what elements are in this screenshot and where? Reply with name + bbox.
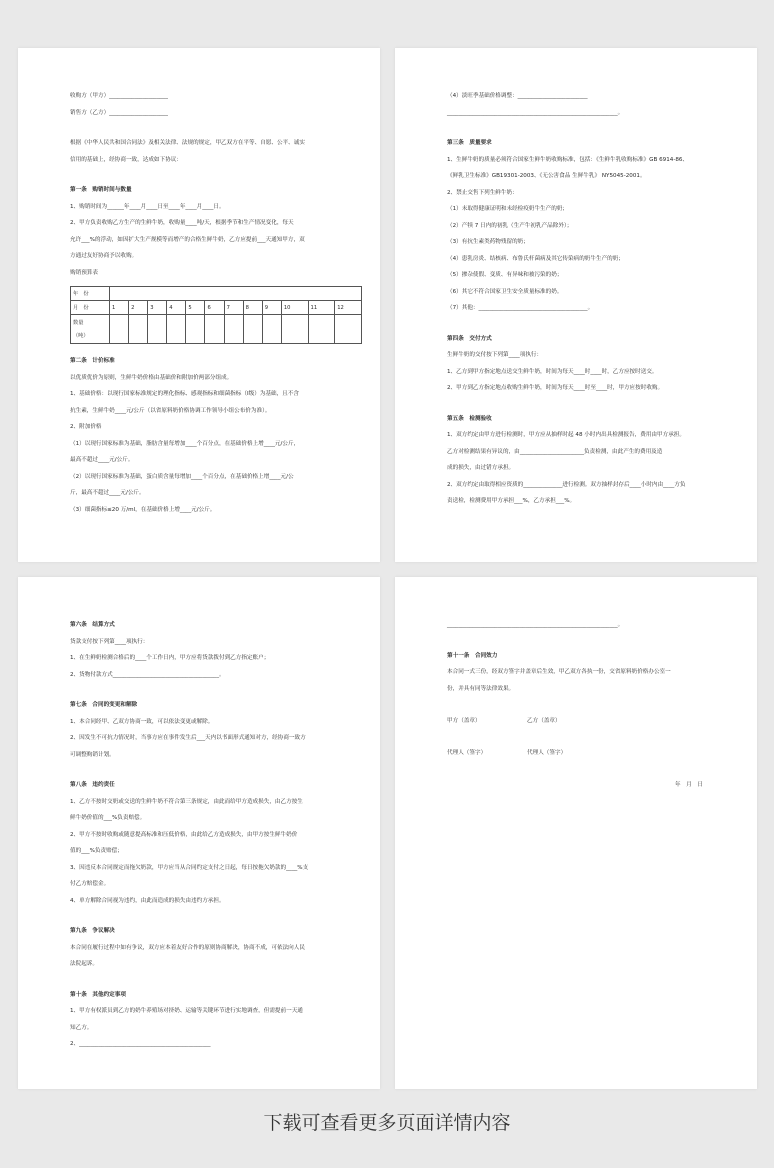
- section-8-para-4: 4、单方解除合同视为违约，由此而造成的损失由违约方承担。: [70, 897, 225, 904]
- blank-line: _____________________________________________________________。: [447, 622, 624, 628]
- purchase-budget-table: [70, 286, 362, 344]
- section-6-para-1: 1、在生鲜奶检测合格后的____个工作日内，甲方应将货款拨付到乙方指定账户；: [70, 655, 270, 661]
- section-11-para-1b: 份，并具有同等法律效果。: [447, 685, 515, 692]
- download-hint-text: 下载可查看更多页面详情内容: [263, 1112, 511, 1134]
- list-item: （7）其他：_______________________________________。: [447, 305, 594, 311]
- month-cell: 4: [167, 301, 186, 315]
- section-8-para-3b: 付乙方赔偿金。: [70, 881, 110, 887]
- section-10-para-1a: 1、甲方有权派员到乙方的奶牛养殖场对挤奶、运输等关键环节进行实地调查，但需提前一天通: [70, 1008, 303, 1014]
- section-11-para-1a: 本合同一式三份，经双方签字并盖章后生效，甲乙双方各执一份，交省原料奶价格办公室一: [447, 669, 671, 675]
- month-cell: 3: [148, 301, 167, 315]
- section-1-para-2b: 允许___%的浮动，如因扩大生产规模等而增产的合格生鲜牛奶，乙方应提前___天通知甲方，双: [70, 236, 305, 243]
- section-2-para-1b: 抗生素，生鲜牛奶____元/公斤（以省原料奶价格协调工作领导小组公布价为准）。: [70, 407, 271, 414]
- section-10-para-1b: 知乙方。: [70, 1024, 93, 1031]
- section-10-title: 第十条 其他约定事项: [70, 991, 126, 998]
- list-item: （6）其它不符合国家卫生安全质量标准的奶。: [447, 288, 563, 295]
- party-a-seal: 甲方（盖章）: [447, 718, 481, 724]
- party-b-seal: 乙方（盖章）: [527, 718, 561, 724]
- section-9-title: 第九条 争议解决: [70, 928, 115, 934]
- section-8-para-3a: 3、因违反本合同规定而拖欠奶款，甲方应当从合同约定支付之日起，每日按拖欠奶款的____%支: [70, 864, 309, 871]
- section-11-title: 第十一条 合同效力: [447, 652, 498, 659]
- section-2-para-2: 2、附加价格: [70, 424, 102, 430]
- section-10-para-2: 2、_______________________________________________: [70, 1041, 211, 1047]
- section-3-para-1a: 1、生鲜牛奶的质量必须符合国家生鲜牛奶收购标准，包括：《生鲜牛乳收购标准》GB 6914-86、: [447, 156, 689, 163]
- agent-b-signature: 代理人（签字）: [527, 750, 567, 756]
- contract-page-2: [395, 48, 757, 562]
- table-row: [71, 301, 362, 315]
- section-2-para-2-1b: 最高不超过____元/公斤。: [70, 457, 134, 463]
- section-6-para-2: 2、货物付款方式______________________________________。: [70, 671, 225, 678]
- section-5-para-1a: 1、双方约定由甲方进行检测时，甲方应从抽样时起 48 小时内出具检测报告，费用由甲方承担。: [447, 432, 685, 438]
- list-item: （2）产犊 7 日内的初乳（生产牛初乳产品除外）；: [447, 222, 573, 229]
- section-1-para-2a: 2、甲方负责收购乙方生产的生鲜牛奶，收购量____吨/天，根据季节和生产情况变化，每天: [70, 220, 294, 226]
- month-cell: 7: [224, 301, 243, 315]
- quantity-label: [71, 315, 110, 344]
- blank-line: _____________________________________________________________。: [447, 109, 624, 116]
- section-5-para-2b: 责送检，检测费用甲方承担___%，乙方承担___%。: [447, 498, 576, 504]
- month-cell: 11: [308, 301, 335, 315]
- month-cell: 9: [262, 301, 281, 315]
- quantity-label-a: 数量: [73, 320, 84, 326]
- contract-page-1: [18, 48, 380, 562]
- section-1-para-1: 1、购销时间为______年____月____日至____年____月____日。: [70, 203, 225, 210]
- section-5-title: 第五条 检测验收: [447, 415, 492, 422]
- table-row: [71, 287, 362, 301]
- list-item: （4）患乳房炎、结核病、布鲁氏杆菌病及其它传染病的奶牛生产的奶；: [447, 255, 624, 262]
- section-3-para-2: 2、禁止交售下列生鲜牛奶：: [447, 189, 518, 196]
- section-4-para-1: 1、乙方到甲方指定地点送交生鲜牛奶，时间为每天____时____时，乙方应按时送交。: [447, 368, 658, 375]
- section-8-para-2a: 2、甲方不按时收购或随意提高标准和压低价格，由此给乙方造成损失，由甲方按生鲜牛奶价: [70, 831, 298, 838]
- year-label: 年 份: [71, 287, 110, 301]
- section-7-para-2a: 2、因发生不可抗力情况时，当事方应在事件发生后___天内以书面形式通知对方，经协商一致方: [70, 735, 306, 741]
- section-2-title: 第二条 计价标准: [70, 358, 115, 364]
- section-9-para-1b: 法院起诉。: [70, 961, 98, 967]
- month-cell: 5: [186, 301, 205, 315]
- section-2-para-2-1a: （1）以现行国家标准为基础，脂肪含量每增加____个百分点，在基础价格上增____元/公斤，: [70, 440, 300, 447]
- sign-date: 年 月 日: [675, 782, 703, 788]
- section-7-title: 第七条 合同的变更和解除: [70, 702, 138, 708]
- agent-a-signature: 代理人（签字）: [447, 750, 487, 756]
- section-8-title: 第八条 违约责任: [70, 782, 115, 788]
- page-2-content: [447, 93, 709, 515]
- page-4-content: [447, 622, 709, 788]
- page-1-content: [70, 93, 344, 523]
- intro-line-2: 信用的基础上，经协商一致，达成如下协议：: [70, 156, 182, 163]
- section-9-para-1a: 本合同在履行过程中如有争议，双方应本着友好合作的原则协商解决，协商不成，可依法向人民: [70, 944, 305, 951]
- section-2-para-2-2b: 斤，最高不超过____元/公斤。: [70, 490, 145, 496]
- section-7-para-2b: 可调整购销计划。: [70, 751, 115, 758]
- agent-row: [447, 748, 709, 756]
- section-8-para-1b: 鲜牛奶价值的___%负责赔偿。: [70, 815, 146, 821]
- section-8-para-2b: 值的___%负责赔偿；: [70, 848, 123, 854]
- section-1-para-2c: 方通过友好协商予以收购。: [70, 253, 138, 259]
- section-3-title: 第三条 质量要求: [447, 140, 492, 146]
- quantity-label-b: （吨）: [73, 333, 89, 339]
- season-price-line: （4）淡旺季基础价格调整：_________________________: [447, 93, 588, 99]
- section-2-para-2-2a: （2）以现行国家标准为基础，蛋白质含量每增加____个百分点，在基础价格上增____元/公: [70, 473, 294, 480]
- month-label: 月 份: [71, 301, 110, 315]
- contract-page-3: [18, 577, 380, 1089]
- section-3-para-1b: 《鲜乳卫生标准》GB19301-2003、《无公害食品 生鲜牛乳》 NY5045-2001。: [447, 173, 646, 179]
- list-item: （1）未取得健康证明和未经检疫奶牛生产的奶；: [447, 206, 569, 212]
- month-cell: 8: [243, 301, 262, 315]
- intro-line-1: 根据《中华人民共和国合同法》及相关法律、法规的规定，甲乙双方在平等、自愿、公平、诚实: [70, 140, 305, 146]
- seller-line: 销售方（乙方）_____________________: [70, 109, 168, 116]
- section-5-para-2a: 2、双方约定由取得相应资质的______________进行检测。双方抽样封存后____小时内由____方负: [447, 481, 686, 488]
- month-cell: 1: [110, 301, 129, 315]
- section-6-para-0: 货款支付按下列第____项执行：: [70, 638, 149, 645]
- month-cell: 12: [335, 301, 362, 315]
- section-6-title: 第六条 结算方式: [70, 622, 115, 628]
- section-7-para-1: 1、本合同经甲、乙双方协商一致，可以依法变更或解除。: [70, 718, 214, 725]
- buyer-line: 收购方（甲方）_____________________: [70, 93, 168, 99]
- seal-row: [447, 716, 709, 724]
- section-2-para-0: 以优质优价为原则，生鲜牛奶价格由基础价和附加价两部分组成。: [70, 374, 233, 381]
- table-caption: 购销预算表: [70, 269, 98, 276]
- page-3-content: [70, 622, 332, 1058]
- list-item: （3）有抗生素类药物残留的奶；: [447, 239, 529, 245]
- contract-page-4: [395, 577, 757, 1089]
- list-item: （5）掺杂使假、变质、有异味和被污染的奶；: [447, 272, 563, 278]
- section-2-para-1a: 1、基础价格：以现行国家标准规定的理化指标、感观指标和细菌指标（Ⅰ级）为基础，且不含: [70, 391, 299, 397]
- section-4-para-0: 生鲜牛奶的交付按下列第____项执行：: [447, 352, 543, 358]
- section-5-para-1b: 乙方对检测结果有异议的，由_______________________负责检测，由此产生的费用及造: [447, 448, 663, 455]
- section-1-title: 第一条 购销时间与数量: [70, 187, 132, 193]
- section-5-para-1c: 成的损失，由过错方承担。: [447, 465, 515, 471]
- section-2-para-2-3: （3）细菌指标≤20 万/ml，在基础价格上增____元/公斤。: [70, 506, 216, 513]
- section-4-title: 第四条 交付方式: [447, 335, 492, 342]
- section-8-para-1a: 1、乙方不按时交奶或交送的生鲜牛奶不符合第三条规定，由此而给甲方造成损失，由乙方按生: [70, 798, 303, 805]
- section-4-para-2: 2、甲方到乙方指定地点收购生鲜牛奶，时间为每天____时至____时，甲方应按时收购。: [447, 385, 664, 391]
- month-cell: 2: [129, 301, 148, 315]
- table-row: [71, 315, 362, 344]
- month-cell: 10: [281, 301, 308, 315]
- month-cell: 6: [205, 301, 224, 315]
